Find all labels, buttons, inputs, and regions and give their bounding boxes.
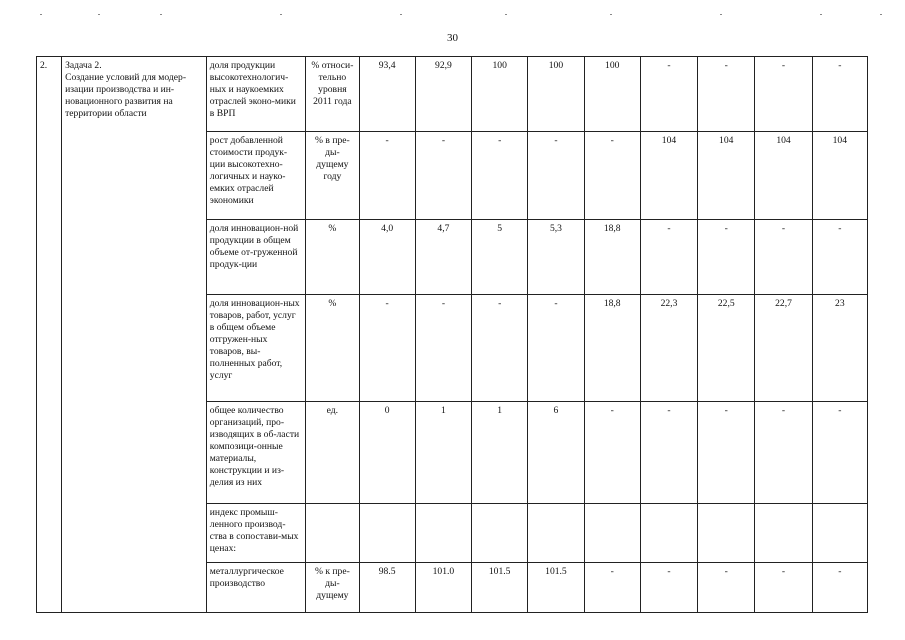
value-cell: 100: [584, 57, 640, 132]
value-cell: -: [584, 563, 640, 613]
value-cell: 22,3: [640, 295, 697, 402]
value-cell: -: [359, 132, 415, 220]
value-cell: 101.5: [528, 563, 584, 613]
value-cell: -: [584, 402, 640, 504]
value-cell: 100: [472, 57, 528, 132]
value-cell: -: [812, 220, 867, 295]
value-cell: [415, 504, 471, 563]
value-cell: 23: [812, 295, 867, 402]
scan-specks: [0, 14, 905, 22]
value-cell: 18,8: [584, 295, 640, 402]
unit-cell: [306, 504, 359, 563]
value-cell: [359, 504, 415, 563]
value-cell: [698, 504, 755, 563]
unit-cell: ед.: [306, 402, 359, 504]
task-description: Создание условий для модер-изации производства и ин-новационного развития на территории области: [65, 72, 187, 119]
unit-cell: % к пре-ды-дущему: [306, 563, 359, 613]
value-cell: -: [472, 132, 528, 220]
value-cell: 92,9: [415, 57, 471, 132]
value-cell: [812, 504, 867, 563]
value-cell: 100: [528, 57, 584, 132]
value-cell: 101.0: [415, 563, 471, 613]
value-cell: -: [584, 132, 640, 220]
value-cell: -: [472, 295, 528, 402]
indicator-cell: доля инновацион-ных товаров, работ, услуг в общем объеме отгружен-ных товаров, вы-полненных работ, услуг: [206, 295, 305, 402]
value-cell: 5: [472, 220, 528, 295]
value-cell: -: [415, 295, 471, 402]
value-cell: 104: [640, 132, 697, 220]
value-cell: -: [528, 132, 584, 220]
unit-cell: % относи-тельно уровня 2011 года: [306, 57, 359, 132]
unit-cell: % в пре-ды-дущему году: [306, 132, 359, 220]
value-cell: -: [698, 563, 755, 613]
value-cell: 22,5: [698, 295, 755, 402]
value-cell: -: [359, 295, 415, 402]
value-cell: -: [415, 132, 471, 220]
indicator-cell: рост добавленной стоимости продук-ции высокотехно-логичных и науко-емких отраслей экономики: [206, 132, 305, 220]
value-cell: -: [755, 563, 812, 613]
value-cell: 104: [755, 132, 812, 220]
value-cell: -: [755, 57, 812, 132]
value-cell: 1: [415, 402, 471, 504]
value-cell: [472, 504, 528, 563]
value-cell: [528, 504, 584, 563]
value-cell: 104: [812, 132, 867, 220]
value-cell: -: [812, 57, 867, 132]
unit-cell: %: [306, 220, 359, 295]
value-cell: 93,4: [359, 57, 415, 132]
value-cell: -: [640, 563, 697, 613]
value-cell: -: [812, 563, 867, 613]
value-cell: [755, 504, 812, 563]
page-number: 30: [447, 32, 458, 44]
task-cell: [62, 57, 207, 613]
value-cell: [640, 504, 697, 563]
value-cell: [584, 504, 640, 563]
value-cell: 1: [472, 402, 528, 504]
task-title: Задача 2.: [65, 60, 102, 71]
value-cell: -: [698, 402, 755, 504]
value-cell: 5,3: [528, 220, 584, 295]
value-cell: -: [640, 402, 697, 504]
value-cell: 101.5: [472, 563, 528, 613]
value-cell: 0: [359, 402, 415, 504]
indicator-cell: индекс промыш-ленного производ-ства в сопостави-мых ценах:: [206, 504, 305, 563]
value-cell: -: [640, 220, 697, 295]
value-cell: -: [528, 295, 584, 402]
indicators-table: [36, 56, 868, 613]
unit-cell: %: [306, 295, 359, 402]
indicator-cell: общее количество организаций, про-изводящих в об-ласти композици-онные материалы, конструкции и из-делия из них: [206, 402, 305, 504]
table-row: [37, 57, 868, 132]
value-cell: -: [698, 220, 755, 295]
value-cell: 4,0: [359, 220, 415, 295]
value-cell: 4,7: [415, 220, 471, 295]
value-cell: -: [755, 220, 812, 295]
value-cell: 98.5: [359, 563, 415, 613]
value-cell: -: [640, 57, 697, 132]
value-cell: -: [698, 57, 755, 132]
value-cell: -: [812, 402, 867, 504]
value-cell: 18,8: [584, 220, 640, 295]
indicator-cell: металлургическое производство: [206, 563, 305, 613]
value-cell: -: [755, 402, 812, 504]
indicator-cell: доля продукции высокотехнологич-ных и наукоемких отраслей эконо-мики в ВРП: [206, 57, 305, 132]
row-number-cell: 2.: [37, 57, 62, 613]
value-cell: 6: [528, 402, 584, 504]
indicator-cell: доля инновацион-ной продукции в общем объеме от-груженной продук-ции: [206, 220, 305, 295]
value-cell: 22,7: [755, 295, 812, 402]
value-cell: 104: [698, 132, 755, 220]
